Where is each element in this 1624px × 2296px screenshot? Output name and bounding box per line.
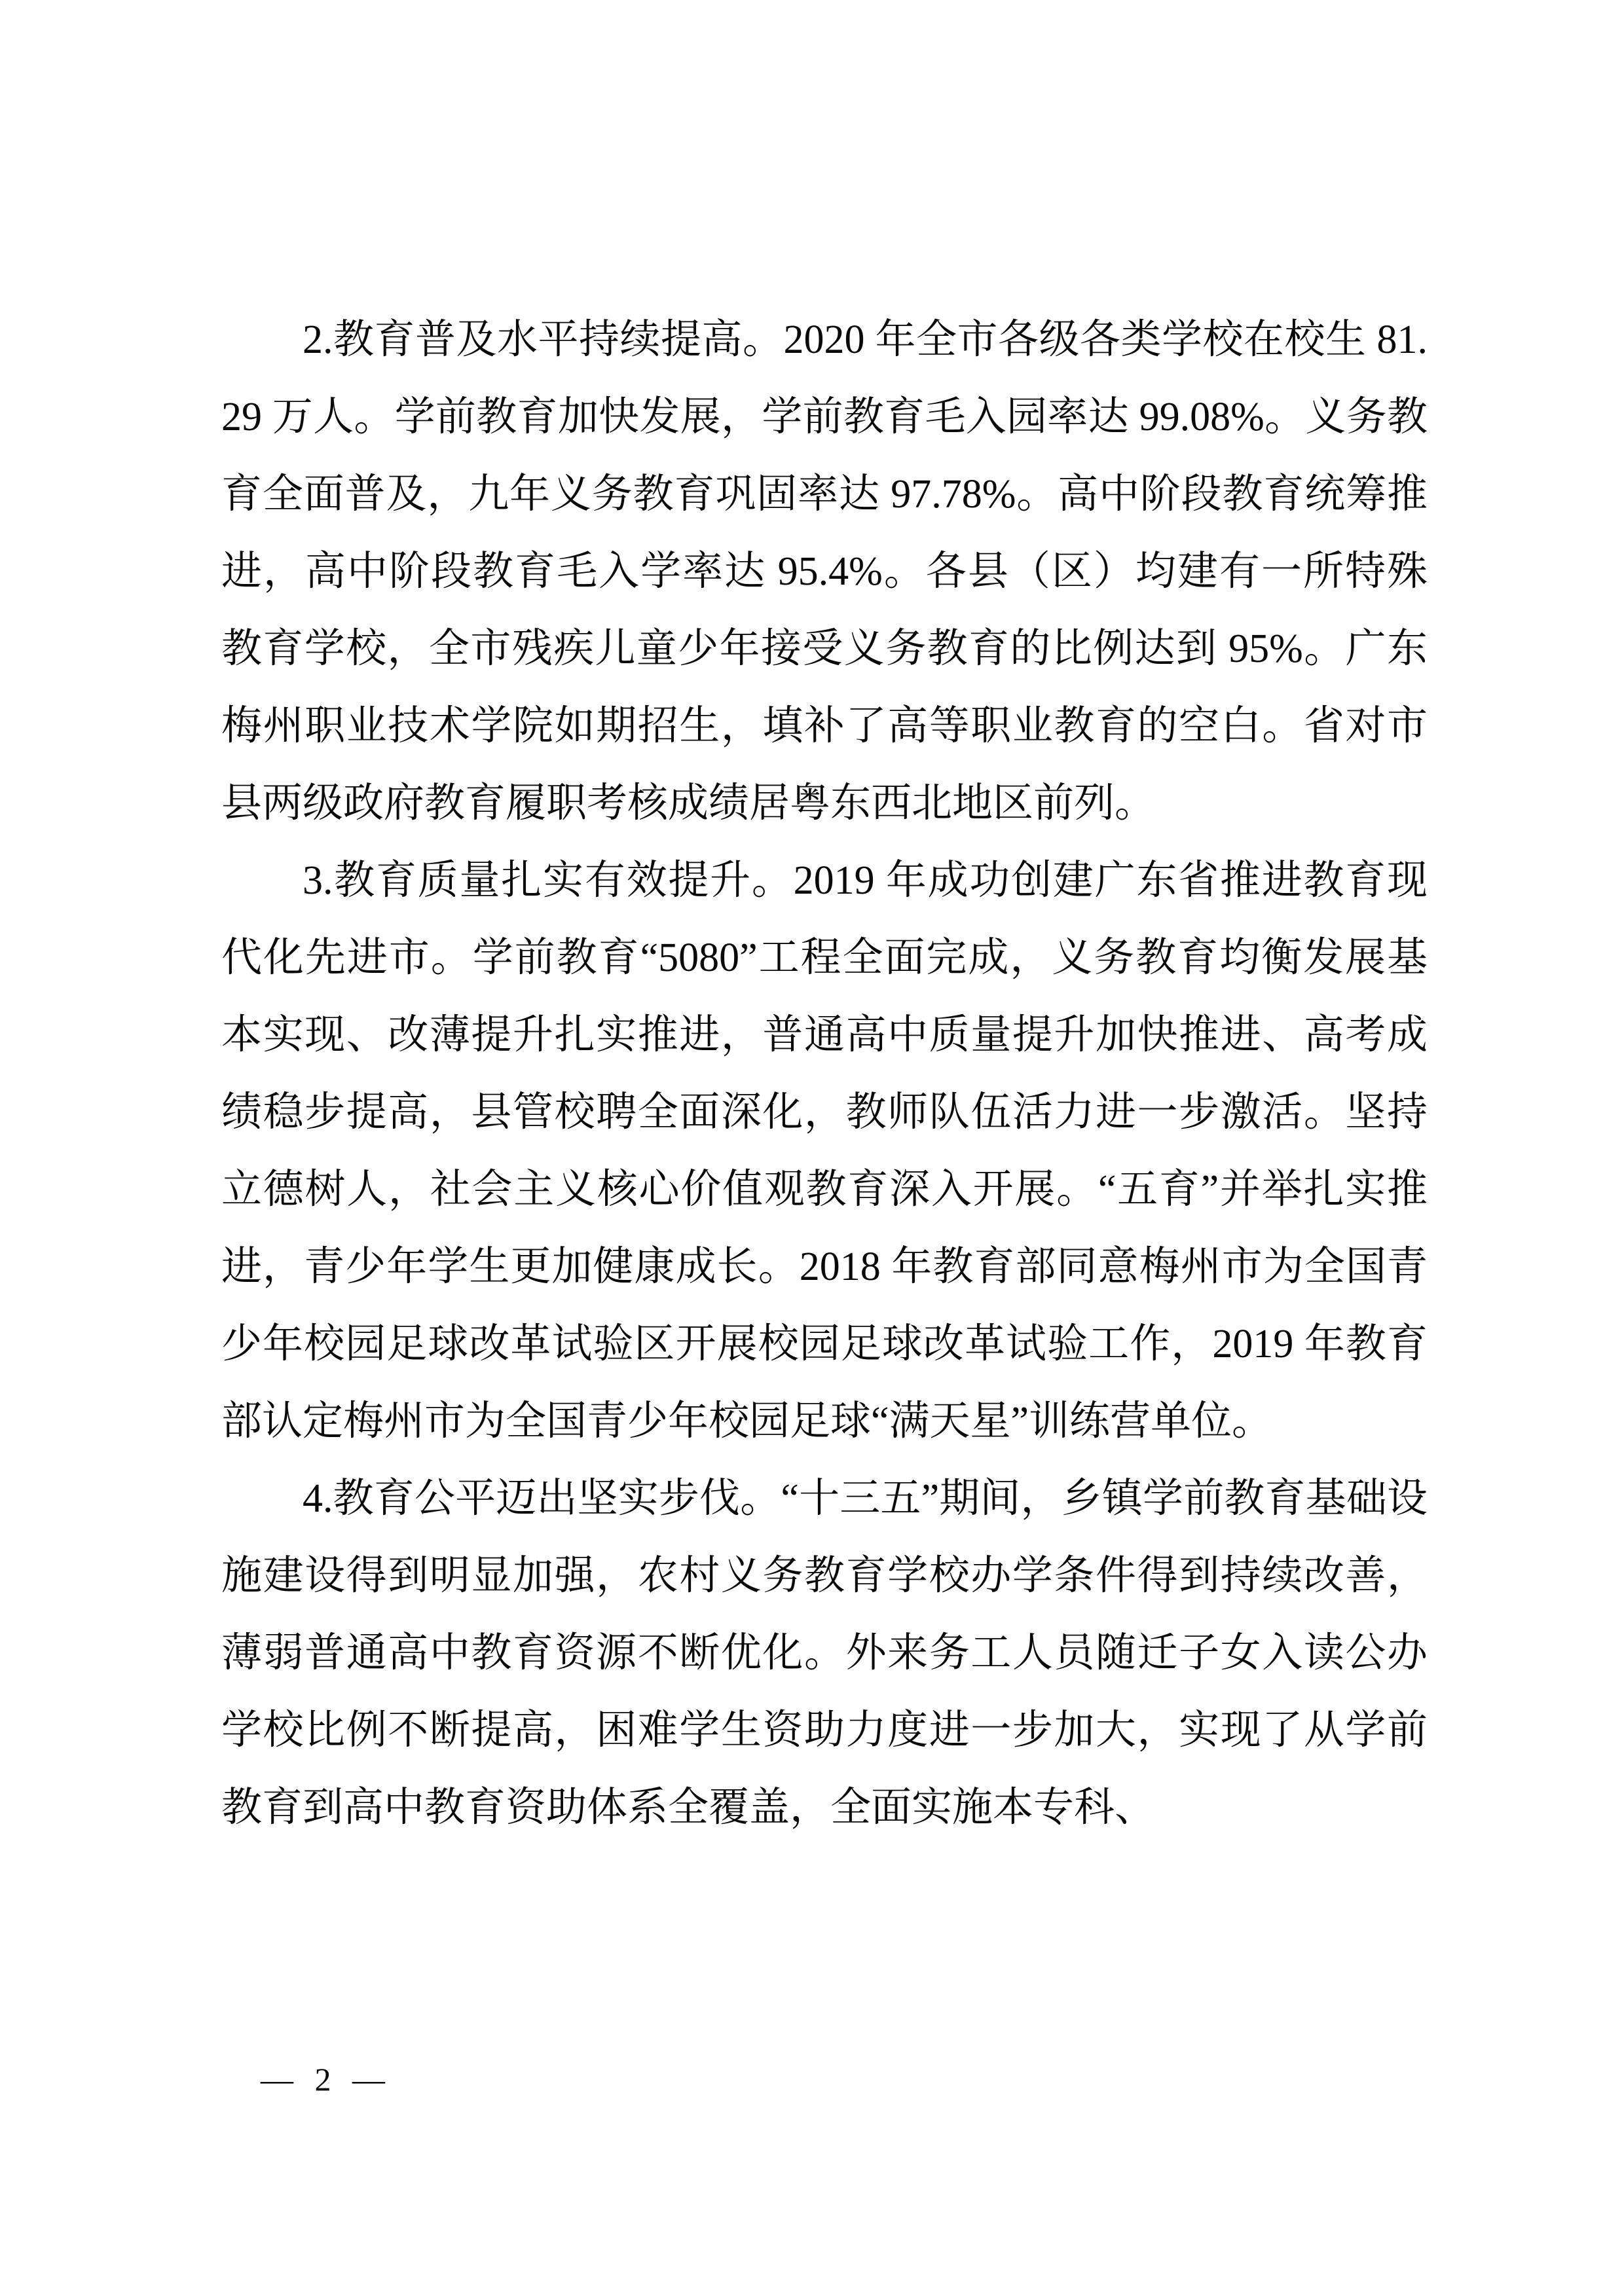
paragraph-education-coverage: 2.教育普及水平持续提高。2020 年全市各级各类学校在校生 81.29 万人。学前教育加快发展，学前教育毛入园率达 99.08%。义务教育全面普及，九年义务教育巩固率达 97.78%。高中阶段教育统筹推进，高中阶段教育毛入学率达 95.4%。各县（区）均建有一所特殊教育学校，全市残疾儿童少年接受义务教育的比例达到 95%。广东梅州职业技术学院如期招生，填补了高等职业教育的空白。省对市县两级政府教育履职考核成绩居粤东西北地区前列。: [221, 318, 1428, 826]
document-body: [221, 301, 1428, 1846]
page-number: — 2 —: [261, 2061, 392, 2098]
paragraph-education-quality: 3.教育质量扎实有效提升。2019 年成功创建广东省推进教育现代化先进市。学前教育“5080”工程全面完成，义务教育均衡发展基本实现、改薄提升扎实推进，普通高中质量提升加快推进、高考成绩稳步提高，县管校聘全面深化，教师队伍活力进一步激活。坚持立德树人，社会主义核心价值观教育深入开展。“五育”并举扎实推进，青少年学生更加健康成长。2018 年教育部同意梅州市为全国青少年校园足球改革试验区开展校园足球改革试验工作，2019 年教育部认定梅州市为全国青少年校园足球“满天星”训练营单位。: [221, 858, 1428, 1444]
paragraph-education-equity: 4.教育公平迈出坚实步伐。“十三五”期间，乡镇学前教育基础设施建设得到明显加强，农村义务教育学校办学条件得到持续改善，薄弱普通高中教育资源不断优化。外来务工人员随迁子女入读公办学校比例不断提高，困难学生资助力度进一步加大，实现了从学前教育到高中教育资助体系全覆盖，全面实施本专科、: [221, 1476, 1428, 1830]
